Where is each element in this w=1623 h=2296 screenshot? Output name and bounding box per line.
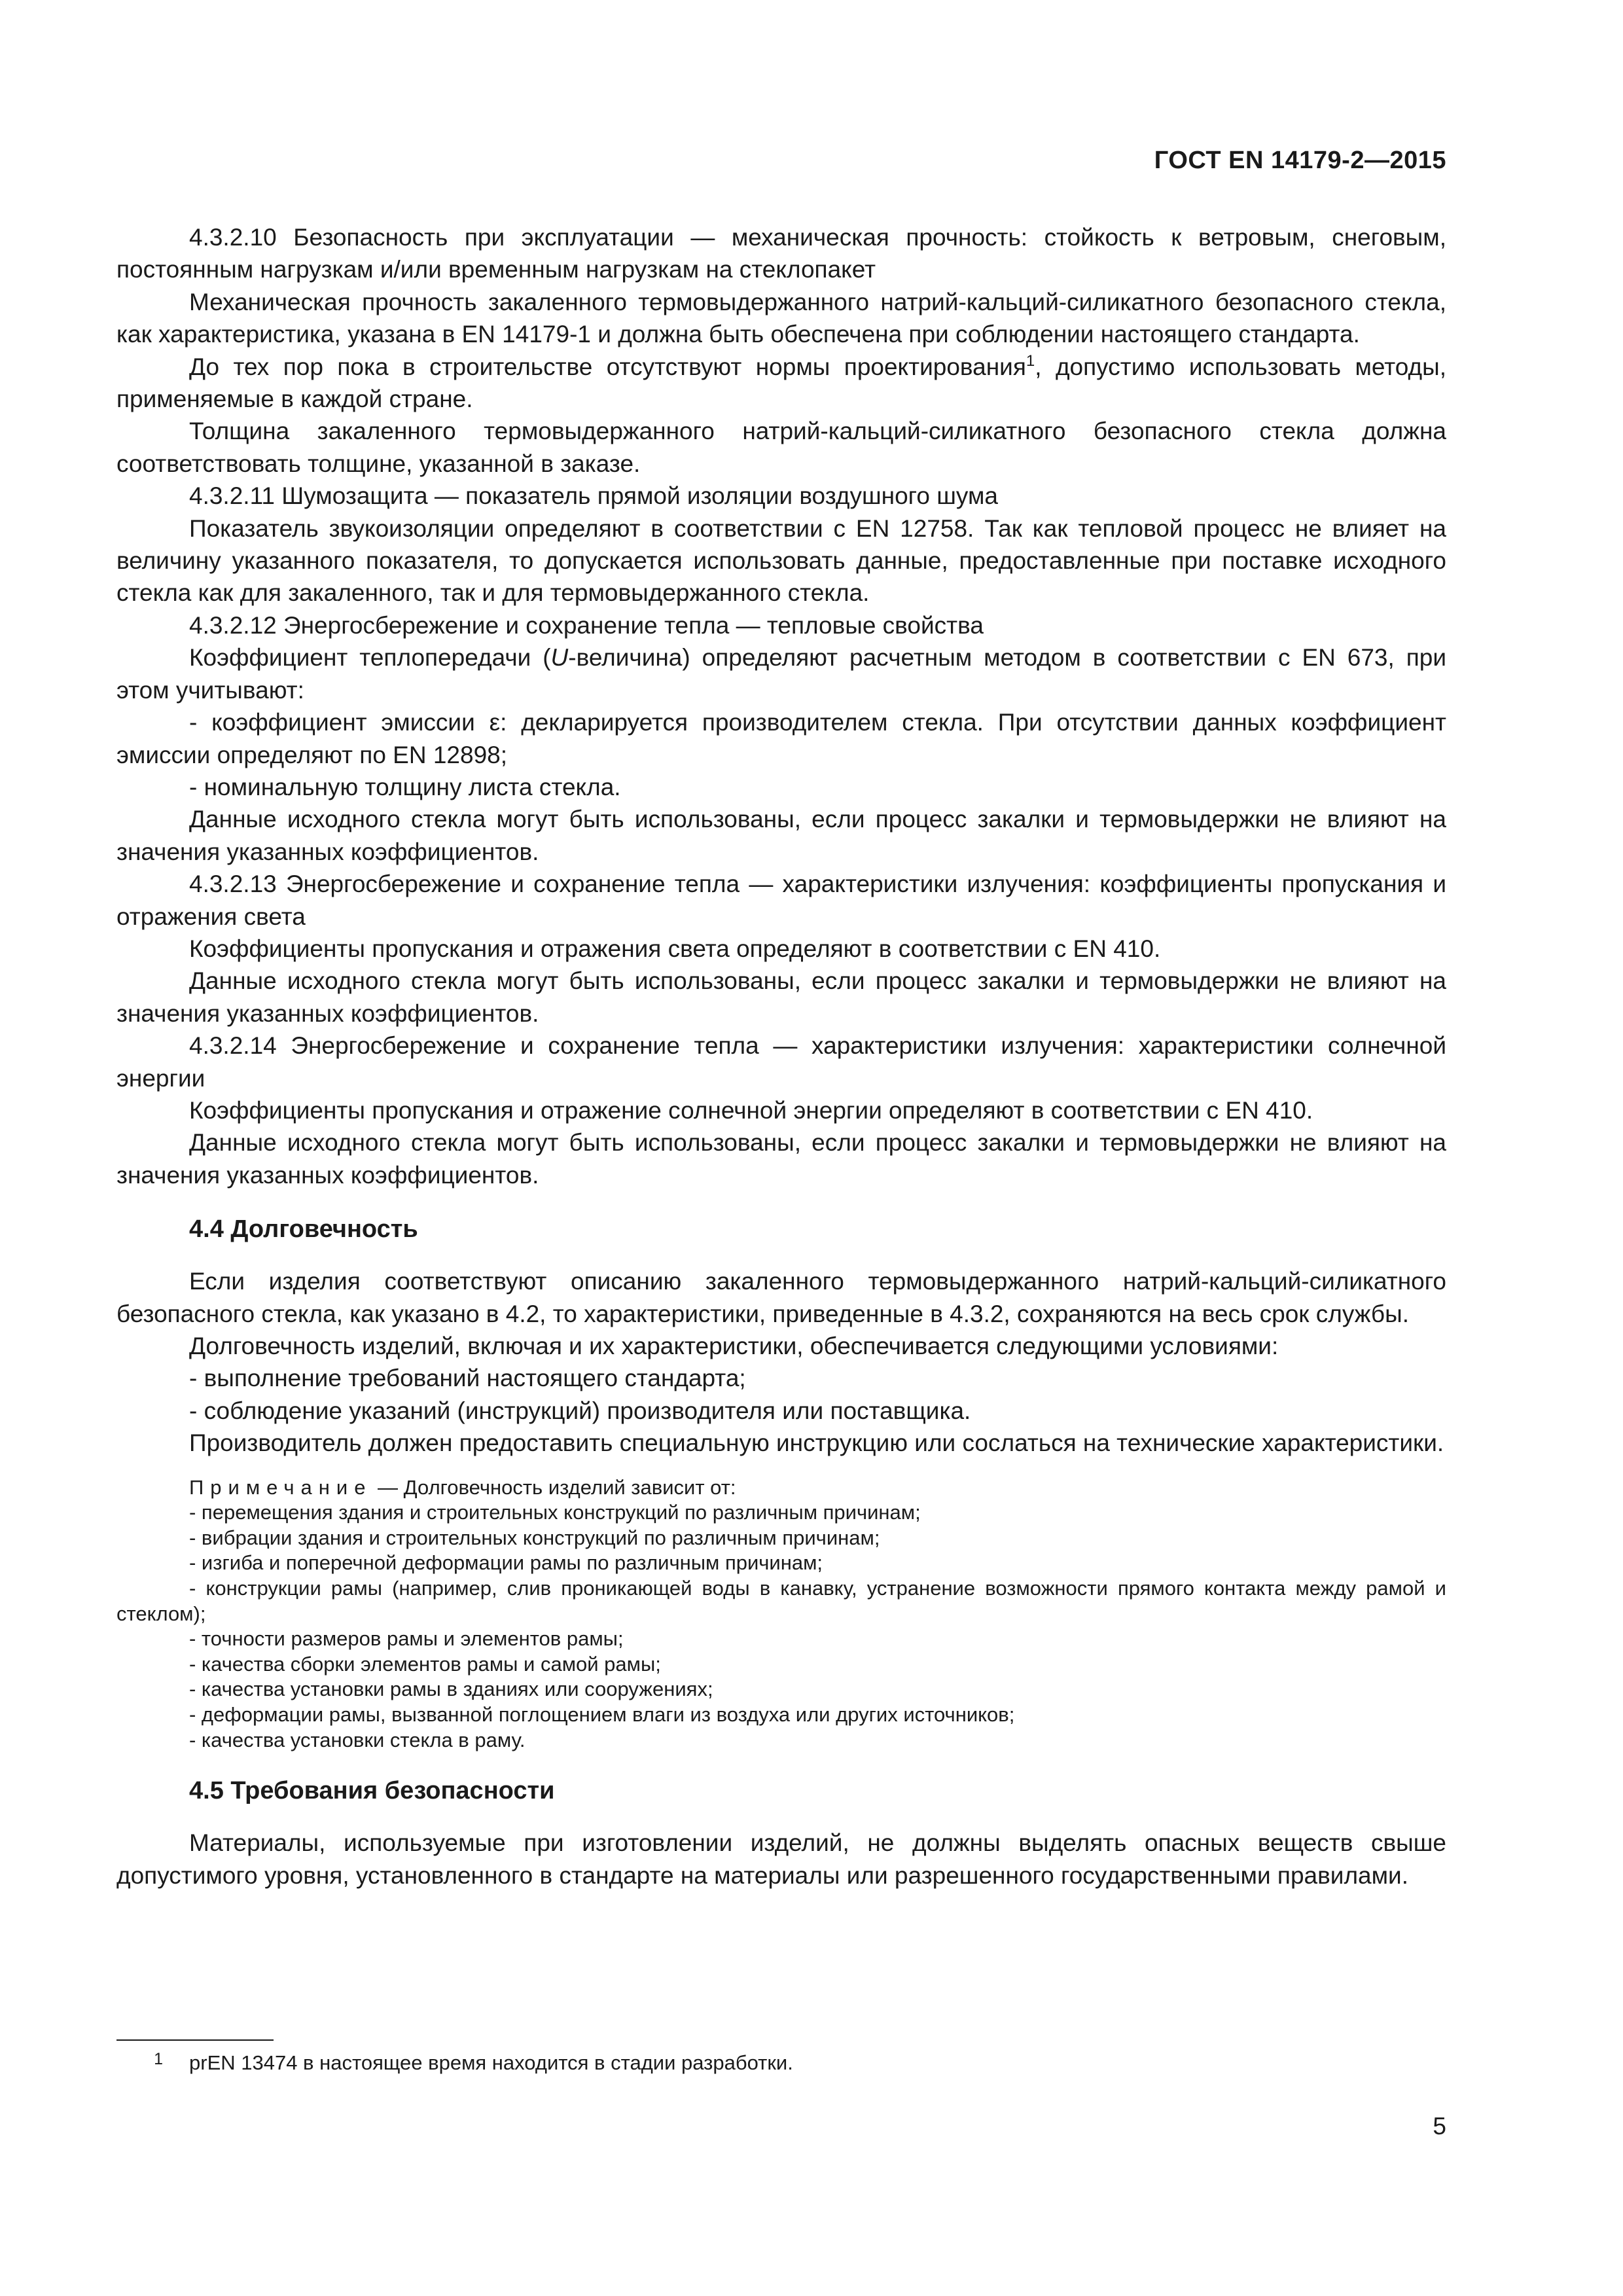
paragraph [116,933,1446,965]
footnote [116,2046,1446,2076]
footnote-separator [116,2039,274,2041]
note-item: - качества сборки элементов рамы и самой рамы; [189,1652,661,1676]
note-item: - вибрации здания и строительных конструкций по различным причинам; [189,1526,880,1549]
paragraph [116,1395,1446,1427]
note-item: - качества установки стекла в раму. [189,1728,526,1751]
paragraph-text: - коэффициент эмиссии ε: декларируется производителем стекла. При отсутствии данных коэффициент эмиссии определяют по EN 12898; [116,709,1446,768]
paragraph-text: Производитель должен предоставить специальную инструкцию или сослаться на технические характеристики. [189,1429,1444,1457]
paragraph-text: - номинальную толщину листа стекла. [189,773,621,800]
paragraph [116,771,1446,803]
paragraph [116,286,1446,351]
note-item: - перемещения здания и строительных конструкций по различным причинам; [189,1501,921,1524]
paragraph-text: До тех пор пока в строительстве отсутствуют нормы проектирования [189,353,1026,380]
paragraph [116,609,1446,641]
paragraph-text: Показатель звукоизоляции определяют в соответствии с EN 12758. Так как тепловой процесс не влияет на величину указанного показателя, то допускается использовать данные, предоставленные при поставке исходного стекла как для закаленного, так и для термовыдержанного стекла. [116,514,1446,607]
paragraph-text: 4.3.2.12 Энергосбережение и сохранение тепла — тепловые свойства [189,611,984,639]
footnote-mark: 1 [154,2050,163,2068]
note-item: - изгиба и поперечной деформации рамы по различным причинам; [189,1551,823,1575]
document-body [116,221,1446,1892]
paragraph [116,1126,1446,1191]
note-items [116,1500,1446,1753]
paragraph-text: Механическая прочность закаленного термовыдержанного натрий-кальций-силикатного безопасного стекла, как характеристика, указана в EN 14179-1 и должна быть обеспечена при соблюдении настоящего стандарта. [116,288,1446,348]
paragraph [116,706,1446,771]
paragraph-text: Коэффициенты пропускания и отражение солнечной энергии определяют в соответствии с EN 410. [189,1096,1313,1124]
paragraph [116,1362,1446,1394]
note-item: - деформации рамы, вызванной поглощением влаги из воздуха или других источников; [189,1702,1015,1726]
paragraph-text: Коэффициент теплопередачи ( [189,644,551,672]
paragraph [116,415,1446,480]
page-number: 5 [1433,2113,1446,2140]
footnote-reference: 1 [1026,351,1035,370]
paragraph [116,1265,1446,1330]
note-item: - точности размеров рамы и элементов рамы; [189,1627,624,1651]
paragraph [116,1094,1446,1126]
paragraph-text-tail: , допустимо использовать методы, применяемые в каждой стране. [116,353,1446,413]
paragraph-text: 4.3.2.13 Энергосбережение и сохранение тепла — характеристики излучения: коэффициенты пропускания и отражения света [116,870,1446,930]
paragraph [116,965,1446,1030]
note-item: - конструкции рамы (например, слив проникающей воды в канавку, устранение возможности прямого контакта между рамой и стеклом); [116,1577,1446,1625]
paragraph [116,512,1446,609]
paragraph-text: - соблюдение указаний (инструкций) производителя или поставщика. [189,1397,971,1424]
paragraph-text: Данные исходного стекла могут быть использованы, если процесс закалки и термовыдержки не влияют на значения указанных коэффициентов. [116,1129,1446,1189]
paragraph [116,1030,1446,1094]
paragraph [116,480,1446,512]
section-heading [189,1213,1446,1246]
section-heading-4-5: 4.5 Требования безопасности [189,1777,555,1805]
paragraph-text: Данные исходного стекла могут быть использованы, если процесс закалки и термовыдержки не влияют на значения указанных коэффициентов. [116,806,1446,865]
section-text-4-5: Материалы, используемые при изготовлении изделий, не должны выделять опасных веществ свыше допустимого уровня, установленного в стандарте на материалы или разрешенного государственными правилами. [116,1829,1446,1889]
body-flow [116,221,1446,1460]
paragraph-text: 4.4 Долговечность [189,1215,418,1244]
note-item: - качества установки рамы в зданиях или сооружениях; [189,1677,713,1701]
paragraph [116,351,1446,416]
paragraph [116,1427,1446,1459]
paragraph-text-tail: -величина) определяют расчетным методом в соответствии с EN 673, при этом учитывают: [116,644,1446,704]
paragraph-text: Коэффициенты пропускания и отражения света определяют в соответствии с EN 410. [189,935,1161,962]
note-label: Примечание [189,1475,372,1499]
paragraph [116,221,1446,286]
paragraph [116,641,1446,706]
paragraph-text: 4.3.2.11 Шумозащита — показатель прямой изоляции воздушного шума [189,482,998,510]
paragraph-text: 4.3.2.14 Энергосбережение и сохранение тепла — характеристики излучения: характеристики солнечной энергии [116,1032,1446,1092]
italic-symbol: U [550,644,569,672]
note-block [116,1475,1446,1753]
paragraph [116,803,1446,868]
paragraph-text: Толщина закаленного термовыдержанного натрий-кальций-силикатного безопасного стекла должна соответствовать толщине, указанной в заказе. [116,418,1446,477]
paragraph-text: Данные исходного стекла могут быть использованы, если процесс закалки и термовыдержки не влияют на значения указанных коэффициентов. [116,967,1446,1027]
paragraph-text: Долговечность изделий, включая и их характеристики, обеспечивается следующими условиями: [189,1333,1279,1359]
note-intro-text: — Долговечность изделий зависит от: [372,1475,736,1499]
note-intro [116,1475,1446,1501]
paragraph-text: - выполнение требований настоящего стандарта; [189,1365,746,1392]
document-header: ГОСТ EN 14179-2—2015 [1154,147,1446,174]
paragraph [116,868,1446,933]
paragraph-text: Если изделия соответствуют описанию закаленного термовыдержанного натрий-кальций-силикатного безопасного стекла, как указано в 4.2, то характеристики, приведенные в 4.3.2, сохраняются на весь срок службы. [116,1268,1446,1327]
paragraph [116,1330,1446,1362]
footnote-text: prEN 13474 в настоящее время находится в стадии разработки. [189,2051,793,2074]
paragraph-text: 4.3.2.10 Безопасность при эксплуатации — механическая прочность: стойкость к ветровым, снеговым, постоянным нагрузкам и/или временным нагрузкам на стеклопакет [116,224,1446,283]
